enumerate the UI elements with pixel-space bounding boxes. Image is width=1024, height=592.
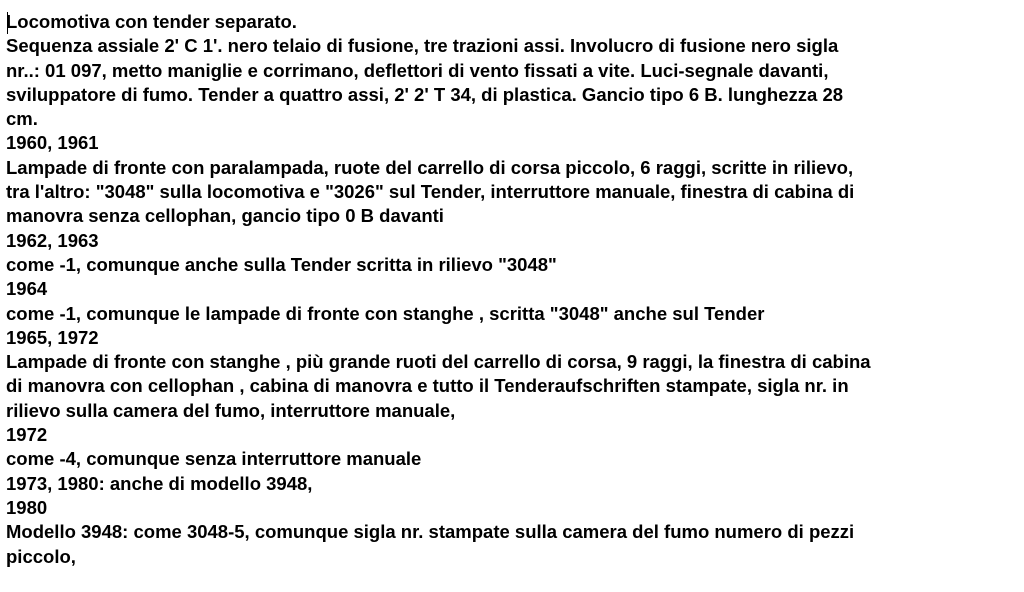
doc-line: come -1, comunque anche sulla Tender scritta in rilievo "3048"	[6, 253, 557, 275]
doc-line: nr..: 01 097, metto maniglie e corrimano, deflettori di vento fissati a vite. Luci-segnale davanti,	[6, 59, 829, 81]
doc-line: sviluppatore di fumo. Tender a quattro assi, 2' 2' T 34, di plastica. Gancio tipo 6 B. lunghezza 28	[6, 83, 844, 105]
doc-line: manovra senza cellophan, gancio tipo 0 B davanti	[6, 205, 444, 227]
doc-line: cm.	[6, 108, 38, 130]
doc-line-years: 1962, 1963	[6, 229, 99, 251]
doc-line-title: Locomotiva con tender separato.	[6, 11, 297, 32]
doc-line-years: 1973, 1980: anche di modello 3948,	[6, 472, 313, 494]
doc-line: Lampade di fronte con paralampada, ruote del carrello di corsa piccolo, 6 raggi, scritte in rilievo,	[6, 156, 854, 178]
doc-line: come -4, comunque senza interruttore manuale	[6, 448, 422, 470]
doc-line: tra l'altro: "3048" sulla locomotiva e "3026" sul Tender, interruttore manuale, finestra di cabina di	[6, 181, 855, 203]
doc-line-years: 1972	[6, 424, 48, 446]
doc-line-years: 1960, 1961	[6, 132, 99, 154]
doc-line: di manovra con cellophan , cabina di manovra e tutto il Tenderaufschriften stampate, sigla nr. in	[6, 375, 849, 397]
doc-line: piccolo,	[6, 545, 76, 567]
doc-line-years: 1964	[6, 278, 48, 300]
doc-line: rilievo sulla camera del fumo, interruttore manuale,	[6, 399, 456, 421]
document-text[interactable]	[6, 10, 1022, 569]
doc-line: Sequenza assiale 2' C 1'. nero telaio di fusione, tre trazioni assi. Involucro di fusione nero sigla	[6, 35, 839, 57]
doc-line: come -1, comunque le lampade di fronte con stanghe , scritta "3048" anche sul Tender	[6, 302, 765, 324]
doc-line-years: 1965, 1972	[6, 326, 99, 348]
doc-line-years: 1980	[6, 496, 48, 518]
doc-line: Modello 3948: come 3048-5, comunque sigla nr. stampate sulla camera del fumo numero di pezzi	[6, 521, 855, 543]
doc-line: Lampade di fronte con stanghe , più grande ruoti del carrello di corsa, 9 raggi, la finestra di cabina	[6, 351, 871, 373]
